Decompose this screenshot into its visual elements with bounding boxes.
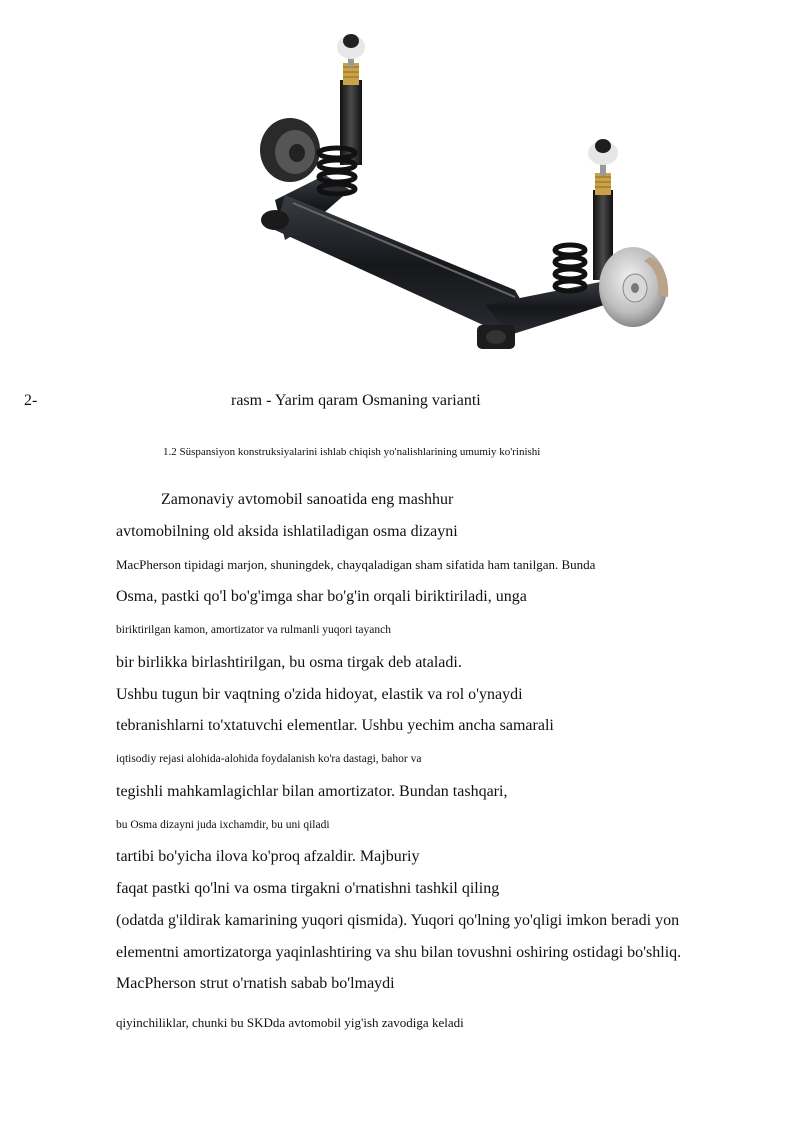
paragraph-line: iqtisodiy rejasi alohida-alohida foydalanish ko'ra dastagi, bahor va bbox=[116, 753, 422, 765]
figure-number: 2- bbox=[24, 392, 38, 409]
figure-caption: rasm - Yarim qaram Osmaning varianti bbox=[231, 392, 481, 409]
paragraph-line: tegishli mahkamlagichlar bilan amortizator. Bundan tashqari, bbox=[116, 783, 508, 800]
suspension-figure bbox=[215, 25, 685, 360]
paragraph-line: tartibi bo'yicha ilova ko'proq afzaldir. Majburiy bbox=[116, 848, 420, 865]
paragraph-line: tebranishlarni to'xtatuvchi elementlar. Ushbu yechim ancha samarali bbox=[116, 717, 554, 734]
paragraph-line: biriktirilgan kamon, amortizator va rulmanli yuqori tayanch bbox=[116, 624, 391, 636]
paragraph-line: Ushbu tugun bir vaqtning o'zida hidoyat, elastik va rol o'ynaydi bbox=[116, 686, 523, 703]
paragraph-line: qiyinchiliklar, chunki bu SKDda avtomobil yig'ish zavodiga keladi bbox=[116, 1015, 464, 1030]
paragraph-line: Osma, pastki qo'l bo'g'imga shar bo'g'in orqali biriktiriladi, unga bbox=[116, 588, 527, 605]
paragraph-line: MacPherson strut o'rnatish sabab bo'lmaydi bbox=[116, 975, 395, 992]
paragraph-line: faqat pastki qo'lni va osma tirgakni o'rnatishni tashkil qiling bbox=[116, 880, 500, 897]
paragraph-line: avtomobilning old aksida ishlatiladigan osma dizayni bbox=[116, 523, 458, 540]
paragraph-line: elementni amortizatorga yaqinlashtiring va shu bilan tovushni oshiring ostidagi bo'shliq. bbox=[116, 944, 682, 961]
paragraph-line: (odatda g'ildirak kamarining yuqori qismida). Yuqori qo'lning yo'qligi imkon beradi yon bbox=[116, 912, 680, 929]
rear-suspension-illustration-icon bbox=[215, 25, 685, 360]
paragraph-line: bir birlikka birlashtirilgan, bu osma tirgak deb ataladi. bbox=[116, 654, 462, 671]
paragraph-line: Zamonaviy avtomobil sanoatida eng mashhur bbox=[161, 491, 454, 508]
section-subheading: 1.2 Süspansiyon konstruksiyalarini ishlab chiqish yo'nalishlarining umumiy ko'rinishi bbox=[163, 446, 541, 458]
paragraph-line: bu Osma dizayni juda ixchamdir, bu uni qiladi bbox=[116, 819, 330, 831]
paragraph-line: MacPherson tipidagi marjon, shuningdek, chayqaladigan sham sifatida ham tanilgan. Bunda bbox=[116, 557, 596, 572]
